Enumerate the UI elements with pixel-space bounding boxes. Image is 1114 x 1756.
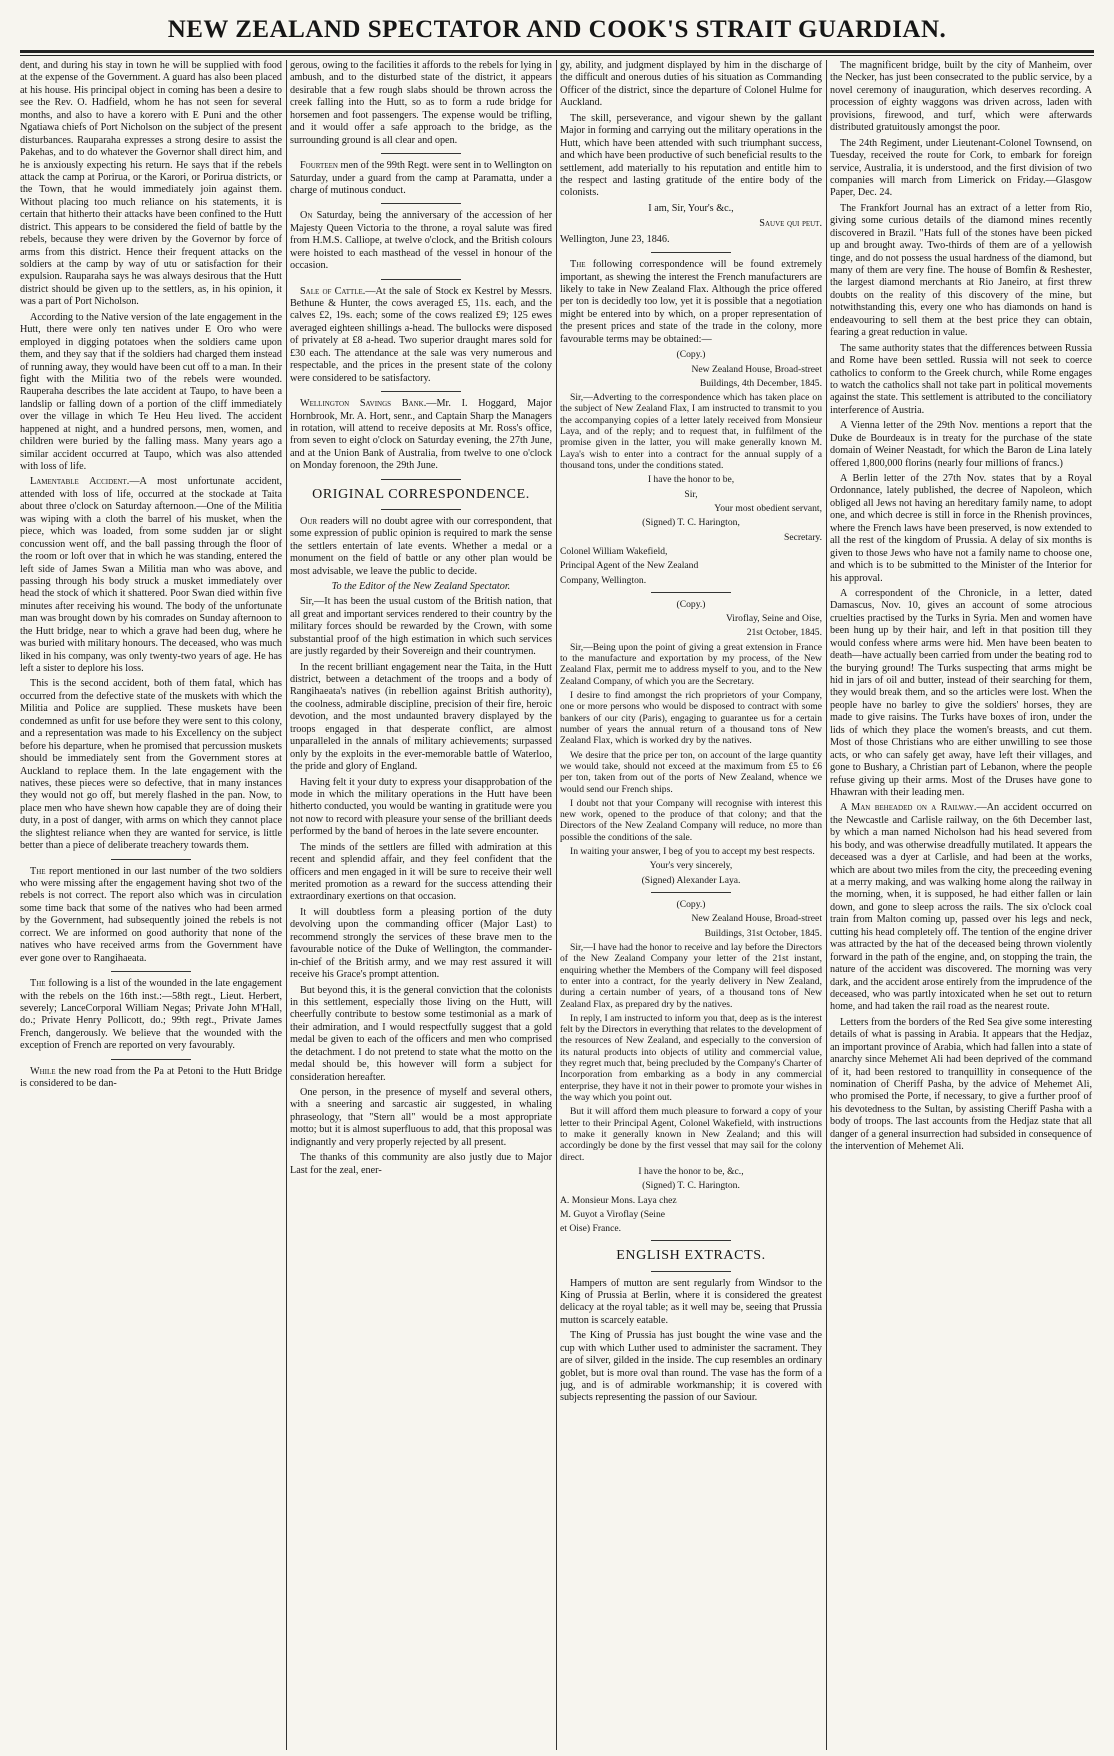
article-body: the new road from the Pa at Petoni to the Hutt Bridge is considered to be dan- — [20, 1065, 282, 1090]
section-divider — [651, 592, 731, 593]
article-body: following is a list of the wounded in the late engagement with the rebels on the 16th inst.:—58th regt., Lieut. Herbert, severely; LanceCorporal William Negas; Private John M'Hall, do.; Private Henry Pollicott, do.; 99th regt., Private James French, dangerously. We believe that the wounded with the exception of French are reported on very favourably. — [20, 978, 282, 1052]
letter-signature: (Signed) T. C. Harington, — [642, 517, 740, 529]
section-divider — [381, 479, 461, 480]
article-lead: The — [30, 978, 46, 990]
article-lead: Lamentable Accident. — [30, 476, 130, 488]
letter-body: I doubt not that your Company will recognise with interest this new work, opened to the produce of that colony; and that the Directors of the New Zealand Company will reduce, no more than possible the conditions of the sale. — [560, 797, 822, 843]
article-paragraph: One person, in the presence of myself and several others, with a sneering and sarcastic air suggested, in whaling phraseology, that "Stern all" would be a most appropriate motto; but it is almost superfluous to add, that this proposal was indignantly and very properly rejected by all present. — [290, 1087, 552, 1148]
letter-recipient: Company, Wellington. — [560, 574, 647, 586]
article-paragraph — [830, 802, 1092, 1013]
article-paragraph: The skill, perseverance, and vigour shewn by the gallant Major in forming and carrying out the military operations in the Hutt, which have been attended with such triumphant success, and which have been productive of such beneficial results to the settlement, add materially to his reputation and entitle him to the respect and lasting gratitude of the entire body of the colonists. — [560, 112, 822, 199]
article-paragraph: This is the second accident, both of them fatal, which has occurred from the defective state of the muskets with which the Militia and Police are supplied. These muskets have been condemned as unfit for use before they were sent to this colony, and a representation was made to his Excellency on the subject before his departure, when he promised that percussion muskets should be immediately sent from the Government stores at Auckland to replace them. In the late engagement with the natives, these pieces were so defective, that in many instances they would not go off, but merely flashed in the pan. Now, to place men who have shewn how capable they are of doing their duty, in a post of danger, with arms on which they cannot place the slightest reliance when they are wanted for service, is little better than a piece of deliberate treachery towards them. — [20, 678, 282, 852]
article-paragraph: But beyond this, it is the general conviction that the colonists in this settlement, especially those living on the Hutt, will cheerfully contribute to bestow some testimonial as a mark of their admiration, and I would respectfully suggest that a gold medal be given to each of the officers and men who comprised the detachment. I do not pretend to state what the motto on the medal should be, this however will form a subject for consideration hereafter. — [290, 984, 552, 1083]
column-1 — [20, 60, 282, 1750]
article-paragraph — [290, 160, 552, 197]
article-body: report mentioned in our last number of the two soldiers who were missing after the engagement having shot two of the rebels is not correct. The report also which was in circulation some time back that some of the natives who had been armed by the Government, had subsequently joined the rebels is not correct. We are informed on good authority that none of the natives who have received arms from the Government have ever gone over to Rangihaeata. — [20, 865, 282, 964]
article-paragraph — [560, 259, 822, 346]
letter-dateline: Wellington, June 23, 1846. — [560, 233, 670, 245]
letter-recipient: Principal Agent of the New Zealand — [560, 560, 699, 572]
letter-body: Sir,—I have had the honor to receive and lay before the Directors of the New Zealand Company your letter of the 21st instant, enquiring whether the Members of the Company will feel disposed to enter into a contract, for the yearly delivery in New Zealand, during a certain number of years, of a thousand tons of New Zealand Flax, as prepared dry by the natives. — [560, 941, 822, 1010]
section-divider — [381, 391, 461, 392]
article-paragraph: A Berlin letter of the 27th Nov. states that by a Royal Ordonnance, lately published, the decree of Napoleon, which obliged all Jews not having an hereditary family name, to adopt one, and which decree is still in force in the Rhenish provinces, where the French laws have been preserved, is now extended to all the rest of the kingdom of Prussia. A delay of six months is given to those Jews who have not a family name to choose one, and which is to be submitted to the Minister of the Interior for his approval. — [830, 473, 1092, 584]
letter-closing: I am, Sir, Your's &c., — [648, 202, 734, 214]
copy-label: (Copy.) — [676, 349, 706, 361]
article-lead: The — [30, 865, 46, 877]
article-paragraph — [290, 286, 552, 386]
article-paragraph: Sir,—It has been the usual custom of the British nation, that all great and important services rendered to their country by the military forces should be rewarded by the Crown, with some substantial proof of the high estimation in which such services are justly regarded by their Sovereign and their countrymen. — [290, 596, 552, 658]
letter-body: We desire that the price per ton, on account of the large quantity we would take, should not exceed at the maximum from £5 to £6 per ton, taken from out of the ports of New Zealand, whence we would send our French ships. — [560, 749, 822, 795]
column-2 — [290, 60, 552, 1750]
article-paragraph — [290, 516, 552, 578]
article-paragraph: Hampers of mutton are sent regularly from Windsor to the King of Prussia at Berlin, where it is considered the greatest delicacy at the royal table; as it well may be, seeing that Prussia mutton is scarcely eatable. — [560, 1277, 822, 1326]
article-body: readers will no doubt agree with our correspondent, that some expression of public opinion is required to mark the sense the settlers entertain of late events. Whether a medal or a monument on the field of battle or any other plan would be most advisable, we leave the public to decide. — [290, 515, 552, 577]
article-lead: Our — [300, 515, 318, 527]
article-paragraph: The King of Prussia has just bought the wine vase and the cup with which Luther used to administer the sacrament. They are of silver, gilded in the inside. The cup resembles an ordinary goblet, but is more oval than round. The vase has the form of a jug, and is of admirable workmanship; it is covered with subjects representing the passion of our Saviour. — [560, 1330, 822, 1404]
article-lead: A Man beheaded on a Railway. — [840, 802, 977, 814]
letter-block — [560, 349, 822, 1234]
section-divider — [381, 203, 461, 204]
letter-address: New Zealand House, Broad-street — [691, 913, 822, 925]
column-divider — [556, 60, 557, 1750]
section-divider — [651, 252, 731, 253]
letter-closing: I have the honor to be, — [647, 474, 735, 486]
section-divider — [651, 1271, 731, 1272]
article-paragraph: gy, ability, and judgment displayed by him in the discharge of the difficult and onerous duties of his situation as Commanding Officer of the district, since the departure of Colonel Hulme for Auckland. — [560, 60, 822, 109]
section-heading-original-correspondence: ORIGINAL CORRESPONDENCE. — [312, 486, 530, 502]
article-paragraph — [290, 210, 552, 272]
letter-signature: (Signed) T. C. Harington. — [642, 1180, 740, 1192]
copy-label: (Copy.) — [676, 598, 706, 610]
section-divider — [111, 1059, 191, 1060]
article-paragraph: The same authority states that the differences between Russia and Rome have been settled. Russia will not seek to coerce catholics to conform to the Greek church, while Rome engages to watch the catholics shall not take part in political movements against the state. This settlement is attributed to the conciliatory interference of Austria. — [830, 342, 1092, 416]
letter-body: I desire to find amongst the rich proprietors of your Company, one or more persons who would be disposed to contract with some bankers of our city (Paris), engaging to guarantee us for a certain number of years the annual return of a thousand tons of New Zealand Flax, which is worked dry by the natives. — [560, 690, 822, 747]
article-lead: Wellington Savings Bank. — [300, 398, 427, 410]
article-lead: Sale of Cattle. — [300, 285, 366, 297]
letter-signature: Sauve qui peut. — [759, 218, 822, 230]
article-paragraph: According to the Native version of the late engagement in the Hutt, there were only ten natives under E Oro who were employed in digging potatoes when the soldiers came upon them, and they say that if the soldiers had charged them instead of running away, they would have been cut off to a man. In their fight with the Militia two of the rebels were wounded. Rauperaha describes the late accident at Taupo, to have been a landslip or falling down of a portion of the cliff immediately over the village in which Te Heu Heu lived. The accident happened at night, and a hundred persons, men, women, and children were buried by the falling mass. Many years ago a similar accident occurred at Taupo, which was also attended with loss of life. — [20, 311, 282, 472]
letter-address: 21st October, 1845. — [746, 627, 822, 639]
column-divider — [826, 60, 827, 1750]
article-paragraph: It will doubtless form a pleasing portion of the duty devolving upon the commanding officer (Major Last) to recommend strongly the services of these brave men to the favourable notice of the Duke of Wellington, the commander-in-chief of the British army, and we may rest assured it will receive his Grace's prompt attention. — [290, 906, 552, 981]
article-paragraph: gerous, owing to the facilities it affords to the rebels for lying in ambush, and to the disturbed state of the district, it appears desirable that a few rough slabs should be thrown across the creek falling into the Hutt, so as to form a rude bridge for horsemen and foot passengers. The expense would be trifling, and it would offer a safe approach to the bridge, as the surrounding ground is all clear and open. — [290, 60, 552, 146]
article-paragraph — [20, 476, 282, 675]
newspaper-masthead: NEW ZEALAND SPECTATOR AND COOK'S STRAIT GUARDIAN. — [167, 16, 947, 43]
copy-label: (Copy.) — [676, 899, 706, 910]
article-paragraph: In the recent brilliant engagement near the Taita, in the Hutt district, between a detachment of the troops and a body of Rangihaeata's natives (in rebellion against British authority), the coolness, admirable discipline, precision of their fire, heroic devotion, and the most undaunted bravery displayed by the troops engaged in that desperate conflict, are almost unparalleled in the annals of military achievements; surpassed only by the exploits in the ever-memorable battle of Waterloo, the pride and glory of England. — [290, 661, 552, 773]
column-3 — [560, 60, 822, 1750]
article-paragraph: The 24th Regiment, under Lieutenant-Colonel Townsend, on Tuesday, received the route for Cork, to embark for foreign service, Australia, it is understood, and the first division of two companies will march from Limerick on Friday.—Glasgow Paper, Dec. 24. — [830, 137, 1092, 199]
section-divider — [111, 859, 191, 860]
article-lead: On — [300, 210, 313, 222]
article-paragraph: The Frankfort Journal has an extract of a letter from Rio, giving some curious details of the diamond mines recently discovered in Brazil. "Hats full of the stones have been picked up and brought away. Two-thirds of them are of a yellowish tinge, and do not possess the usual hardness of the diamond, but many of them are very fine. The house of Bomfin & Reshester, the largest diamond merchants at Rio Janeiro, at first threw doubts on the reality of this discovery of the mine, but notwithstanding this, every one who has diamonds on hand is endeavouring to sell them at the best price they can obtain, fearing a great reduction in value. — [830, 202, 1092, 339]
letter-body: Sir,—Being upon the point of giving a great extension in France to the manufacture and exportation by my process, of the New Zealand Flax, permit me to address myself to you, and to the New Zealand Company, of which you are the Secretary. — [560, 641, 822, 687]
article-paragraph: A correspondent of the Chronicle, in a letter, dated Damascus, Nov. 10, gives an account of some atrocious cruelties practised by the Turks in Syria. Men and women have been hung up by their hair, and left in that position till they would confess where arms were hid. Men have been beaten to death—have actually been carried from under the beating rod to the burying ground! The Turks suspecting that arms might be hid in jars of oil and butter, instead of their searching for them, they would break them, and so the articles were lost. When the people have no barley to give the soldiers' horses, they are made to give raisins. The Turks have boxes of iron, under the lids of which they place the women's breasts, and cut them. Most of those Christians who are either unwilling to see those acts, or who can safely get away, have left their villages, and gone to Bushary, a Christian part of Lebanon, where the people refuse giving up their arms. Most of the Druses have gone to Hhawran with their leading men. — [830, 587, 1092, 798]
article-paragraph: The magnificent bridge, built by the city of Manheim, over the Necker, has just been consecrated to the public service, by a novel ceremony of inauguration, which deserves recording. A procession of eighty waggons was driven across, laden with provisions, firewood, and turf, which were afterwards distributed gratuitously amongst the poor. — [830, 60, 1092, 134]
article-lead: The — [570, 259, 586, 271]
masthead-rule-thin — [20, 55, 1094, 56]
article-body: —An accident occurred on the Newcastle and Carlisle railway, on the 6th December last, by which a man named Nicholson had his head severed from his body, and was otherwise dreadfully mutilated. It appears the deceased was a dyer at Carlisle, and had been at the works, which are about two miles from the city, the preceeding evening at a merry making, and was walking home along the railway in the morning, when, it is supposed, he had either fallen or lain down, and gone to sleep across the rails. The six o'clock coal train from Malton coming up, passed over his legs and neck, cutting his head completely off. The tention of the engine driver was attracted by the hat of the deceased being thrown violently forward in the path of the engine, and, on stopping the train, the nature of the accident was discovered. The morning was very dark, and the accident arose entirely from the imprudence of the deceased, who was partly intoxicated when he set out to return home, and had taken the rail road as the nearest route. — [830, 802, 1092, 1013]
section-divider — [651, 1240, 731, 1241]
letter-address: To the Editor of the New Zealand Spectator. — [331, 580, 511, 592]
section-divider — [381, 509, 461, 510]
article-body: men of the 99th Regt. were sent in to Wellington on Saturday, under a guard from the camp at Paramatta, under a charge of mutinous conduct. — [290, 160, 552, 196]
letter-recipient: A. Monsieur Mons. Laya chez — [560, 1194, 677, 1206]
column-4 — [830, 60, 1092, 1750]
article-paragraph: dent, and during his stay in town he will be supplied with food at the expense of the Government. A guard has also been placed at his house. His principal object in coming has been a desire to see the Rev. O. Hadfield, whom he has not seen for several months, and also to have a korero with E Puni and the other Ngatiawa chiefs of Port Nicholson on the subject of the present disturbances. Rauparaha expresses a strong desire to assist the Pakehas, and to do whatever the Governor shall direct him, and he is anxiously expecting his return. He says that if the rebels attack the camp at Porirua, or the Karori, or Porirua districts, or the Town, that he would immediately join against them. Without placing too much reliance on his statements, it is certain that hitherto their attacks have been confined to the Hutt district. This appears to be considered the field of battle by the rebels, because they were driven by the Governor by force of arms from this district. Hence their frequent attacks on the soldiers at the camp by way of utu or satisfaction for their expulsion. Rauparaha says he was always desirous that the Hutt district should be given up to the settlers, as, in his opinion, it was a part of Port Nicholson. — [20, 60, 282, 308]
letter-recipient: et Oise) France. — [560, 1223, 622, 1235]
letter-recipient: M. Guyot a Viroflay (Seine — [560, 1208, 666, 1220]
article-body: —Mr. I. Hoggard, Major Hornbrook, Mr. A. Hort, senr., and Captain Sharp the Managers in rotation, will attend to receive deposits at Mr. Ross's office, from seven to eight o'clock on Saturday evening, the 27th June, and at the Union Bank of Australia, from twelve to one o'clock on Monday forenoon, the 29th June. — [290, 398, 552, 472]
letter-address: New Zealand House, Broad-street — [691, 363, 822, 375]
section-divider — [381, 279, 461, 280]
article-body: following correspondence will be found extremely important, as shewing the interest the French manufacturers are likely to take in New Zealand Flax. Although the price offered per ton is decidedly too low, yet it is possible that a negotiation might be entered into by which, on a proper representation of the present prices and state of the trade in the colony, more favourable terms may be obtained:— — [560, 259, 822, 345]
article-lead: While — [30, 1065, 56, 1077]
newspaper-columns — [20, 60, 1094, 1750]
article-body: Saturday, being the anniversary of the accession of her Majesty Queen Victoria to the throne, a royal salute was fired from H.M.S. Calliope, at twelve o'clock, and the British colours were hoisted to each masthead of the vessel in honour of the occasion. — [290, 210, 552, 272]
article-paragraph: The minds of the settlers are filled with admiration at this recent and splendid affair, and they feel confident that the officers and men engaged in it will be sure to receive their well merited promotion as a reward for the success attending their extraordinary exertions on that occasion. — [290, 841, 552, 903]
article-body: —At the sale of Stock ex Kestrel by Messrs. Bethune & Hunter, the cows averaged £5, 11s. each, and the calves £2, 19s. each; some of the cows realized £9; 125 ewes averaged eighteen shillings a-head. The bullocks were disposed of privately at £8 a-head. Two superior draught mares sold for £30 each. The attendance at the sale was very numerous and respectable, and the prices in the present state of the colony were considered to be satisfactory. — [290, 285, 552, 384]
section-heading-english-extracts: ENGLISH EXTRACTS. — [616, 1248, 766, 1264]
article-body: —A most unfortunate accident, attended with loss of life, occurred at the stockade at Taita about three o'clock on Saturday afternoon.—One of the Militia was wiping with a cloth the barrel of his musket, when the piece, which was loaded, from some sudden jar or slight concussion went off, and the ball passing through the floor of the room or loft over that in which he was standing, entered the left side of James Swan a Militia man who was above, and passing through his body struck a musket immediately over head the stock of which it shattered. Poor Swan died within five minutes after receiving his wound. The body of the unfortunate man was brought down by his comrades on Sunday afternoon to the Hutt bridge, near to which a grave had been dug, where he was buried with military honours. The deceased, who was much liked in his company, was only twenty-two years of age. He has left a sister to deplore his loss. — [20, 476, 282, 674]
letter-body: Sir,—Adverting to the correspondence which has taken place on the subject of New Zealand Flax, I am instructed to transmit to you the accompanying copies of a letter lately received from Monsieur Laya, and of the reply; and to request that, in fulfilment of the promise given in the latter, you will make generally known M. Laya's wish to enter into a contract for the annual supply of a thousand tons, under the conditions stated. — [560, 392, 822, 471]
article-lead: Fourteen — [300, 160, 338, 172]
article-paragraph — [20, 978, 282, 1053]
article-paragraph: Having felt it your duty to express your disapprobation of the mode in which the military operations in the Hutt have been hitherto conducted, you would be wanting in gratitude were you not now to record with pleasure your sense of the brilliant deeds performed by the band of heroes in the late severe encounter. — [290, 776, 552, 838]
letter-signature-role: Secretary. — [784, 531, 822, 543]
column-divider — [286, 60, 287, 1750]
letter-body: But it will afford them much pleasure to forward a copy of your letter to their Principal Agent, Colonel Wakefield, with instructions to make it generally known in New Zealand; and this will accordingly be done by the first vessel that may sail for the colony direct. — [560, 1106, 822, 1163]
letter-address: Viroflay, Seine and Oise, — [725, 613, 822, 625]
article-paragraph — [20, 866, 282, 966]
article-paragraph — [20, 1066, 282, 1091]
masthead-rule-thick — [20, 50, 1094, 53]
letter-address: Buildings, 4th December, 1845. — [699, 377, 822, 389]
section-divider — [111, 971, 191, 972]
letter-body: In reply, I am instructed to inform you that, deep as is the interest felt by the Directors in everything that relates to the development of the resources of New Zealand, and especially to the conversion of its natural products into objects of utility and commercial value, they regret much that, being precluded by the Company's Charter of Incorporation from embarking as a body in any commercial enterprise, they have it not in their power to promote your wishes in the way which you point out. — [560, 1012, 822, 1103]
article-paragraph — [290, 398, 552, 473]
article-paragraph: Letters from the borders of the Red Sea give some interesting details of what is passing in Arabia. It appears that the Hedjaz, an important province of Arabia, which had fallen into a state of anarchy since Mehemet Ali had been deprived of the command of it, had been restored to tranquillity in consequence of the nomination of Cheriff Pasha, by the advice of Mehemet Ali, who promised the Porte, if necessary, to give a further proof of his devotedness to the Sultan, by assisting Cheriff Pasha with a body of troops. The last accounts from the Hedjaz state that all danger of a general insurrection had subsided in consequence of the intervention of Mehemet Ali. — [830, 1016, 1092, 1153]
article-paragraph: The thanks of this community are also justly due to Major Last for the zeal, ener- — [290, 1152, 552, 1176]
letter-closing: Your's very sincerely, — [649, 860, 733, 872]
article-paragraph: A Vienna letter of the 29th Nov. mentions a report that the Duke de Bourdeaux is in treaty for the purchase of the state domain of Weiner Neastadt, for which the Baron de Lina lately offered 1,800,000 florins (nearly four millions of francs.) — [830, 420, 1092, 469]
letter-address: Buildings, 31st October, 1845. — [704, 927, 822, 939]
letter-signature: (Signed) Alexander Laya. — [641, 874, 741, 886]
section-divider — [651, 892, 731, 893]
section-divider — [381, 153, 461, 154]
letter-closing: I have the honor to be, &c., — [638, 1165, 744, 1177]
letter-closing: Sir, — [684, 488, 698, 500]
letter-body: In waiting your answer, I beg of you to accept my best respects. — [570, 846, 815, 858]
letter-recipient: Colonel William Wakefield, — [560, 545, 668, 557]
letter-closing: Your most obedient servant, — [714, 502, 822, 514]
